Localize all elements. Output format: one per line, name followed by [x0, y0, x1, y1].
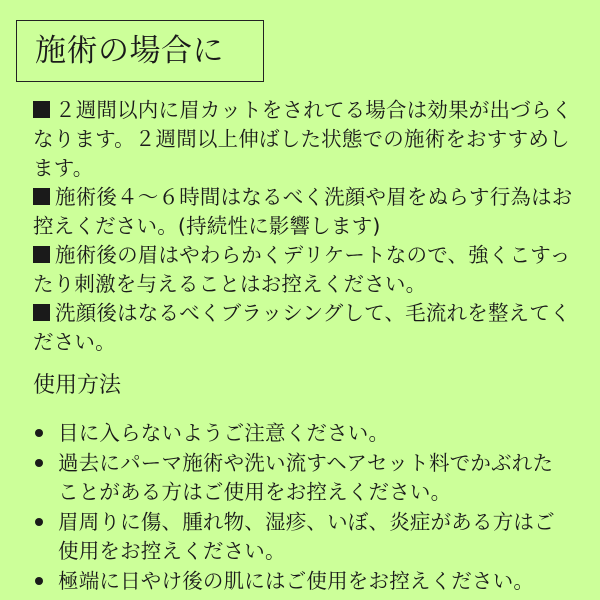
note-item [33, 241, 573, 299]
note-text: 洗顔後はなるべくブラッシングして、毛流れを整えてください。 [33, 301, 571, 354]
bullet-dot-icon [35, 459, 43, 467]
page-title: 施術の場合に [35, 32, 224, 69]
usage-text: 眉周りに傷、腫れ物、湿疹、いぼ、炎症がある方はご使用をお控えください。 [58, 509, 555, 563]
bullet-dot-icon [35, 429, 43, 437]
note-text: ２週間以内に眉カットをされてる場合は効果が出づらくなります。２週間以上伸ばした状態での施術をおすすめします。 [33, 98, 573, 180]
usage-heading: 使用方法 [33, 373, 122, 398]
note-item [33, 299, 573, 357]
bullet-dot-icon [35, 577, 43, 585]
usage-list [33, 419, 573, 596]
square-bullet-icon [33, 101, 50, 118]
notes-list [33, 96, 573, 357]
usage-item [33, 567, 573, 597]
note-text: 施術後の眉はやわらかくデリケートなので、強くこすったり刺激を与えることはお控えください。 [33, 243, 571, 296]
square-bullet-icon [33, 246, 50, 263]
usage-item [33, 449, 573, 508]
usage-text: 過去にパーマ施術や洗い流すヘアセット料でかぶれたことがある方はご使用をお控えください。 [58, 450, 554, 504]
bullet-dot-icon [35, 518, 43, 526]
usage-text: 極端に日やけ後の肌にはご使用をお控えください。 [58, 568, 535, 593]
square-bullet-icon [33, 188, 50, 205]
note-item [33, 183, 573, 241]
usage-text: 目に入らないようご注意ください。 [58, 421, 390, 445]
usage-item [33, 508, 573, 567]
page-title-box [16, 20, 264, 82]
note-text: 施術後４～６時間はなるべく洗顔や眉をぬらす行為はお控えください。(持続性に影響します) [33, 185, 573, 238]
note-item [33, 96, 573, 183]
usage-item [33, 419, 573, 449]
square-bullet-icon [33, 304, 50, 321]
